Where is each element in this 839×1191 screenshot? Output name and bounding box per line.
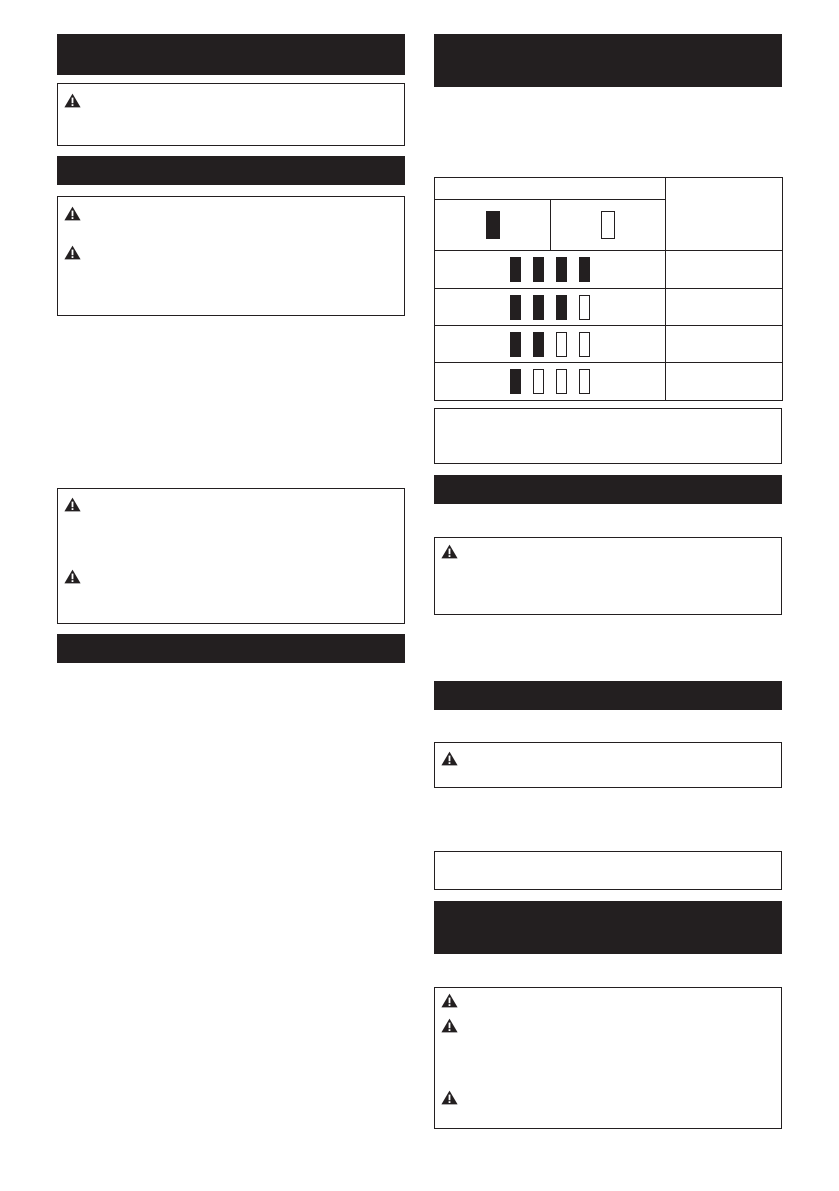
lamp-off: [579, 332, 590, 357]
indicator-lamps-header: [435, 178, 666, 200]
section-header-bar: [57, 634, 405, 663]
lamp-off: [579, 295, 590, 320]
lamp-on: [556, 257, 567, 282]
lamp-on: [533, 295, 544, 320]
warning-triangle-icon: [441, 993, 458, 1008]
warning-triangle-icon: [441, 1018, 458, 1033]
lamp-on: [533, 332, 544, 357]
lamp-off: [556, 369, 567, 394]
battery-indicator-table: [434, 177, 783, 401]
warning-triangle-icon: [64, 569, 81, 584]
indicator-row: [435, 289, 666, 326]
warning-triangle-icon: [64, 497, 81, 512]
remaining-capacity-cell: [666, 289, 783, 326]
indicator-row: [435, 251, 666, 289]
lamp-off: [579, 369, 590, 394]
lamp-on: [510, 257, 521, 282]
section-header-bar: [57, 34, 405, 75]
lamp-on: [579, 257, 590, 282]
warning-box: [57, 196, 405, 316]
section-header-bar: [434, 34, 782, 87]
warning-box: [57, 488, 405, 624]
lamp-on: [510, 295, 521, 320]
remaining-capacity-cell: [666, 251, 783, 289]
indicator-row: [435, 326, 666, 363]
lamp-on: [556, 295, 567, 320]
legend-cell-lighted: [435, 200, 551, 251]
warning-triangle-icon: [441, 544, 458, 559]
warning-box: [57, 83, 405, 146]
warning-triangle-icon: [441, 1090, 458, 1105]
warning-triangle-icon: [64, 93, 81, 108]
warning-box: [434, 987, 782, 1129]
legend-cell-off: [551, 200, 666, 251]
warning-triangle-icon: [64, 206, 81, 221]
lamp-on: [510, 332, 521, 357]
warning-box: [434, 537, 782, 615]
remaining-capacity-cell: [666, 326, 783, 363]
lamp-on: [533, 257, 544, 282]
warning-box: [434, 742, 782, 788]
remaining-capacity-header: [666, 178, 783, 251]
note-box: [434, 408, 782, 464]
lamp-off-legend: [601, 211, 615, 239]
note-box: [434, 851, 782, 890]
remaining-capacity-cell: [666, 363, 783, 401]
indicator-row: [435, 363, 666, 401]
lamp-off: [556, 332, 567, 357]
section-header-bar: [434, 475, 782, 504]
lamp-off: [533, 369, 544, 394]
section-header-bar: [434, 681, 782, 710]
warning-triangle-icon: [441, 751, 458, 766]
section-header-bar: [434, 901, 782, 954]
section-header-bar: [57, 156, 405, 185]
lamp-on: [510, 369, 521, 394]
warning-triangle-icon: [64, 245, 81, 260]
lamp-on-legend: [486, 211, 500, 239]
